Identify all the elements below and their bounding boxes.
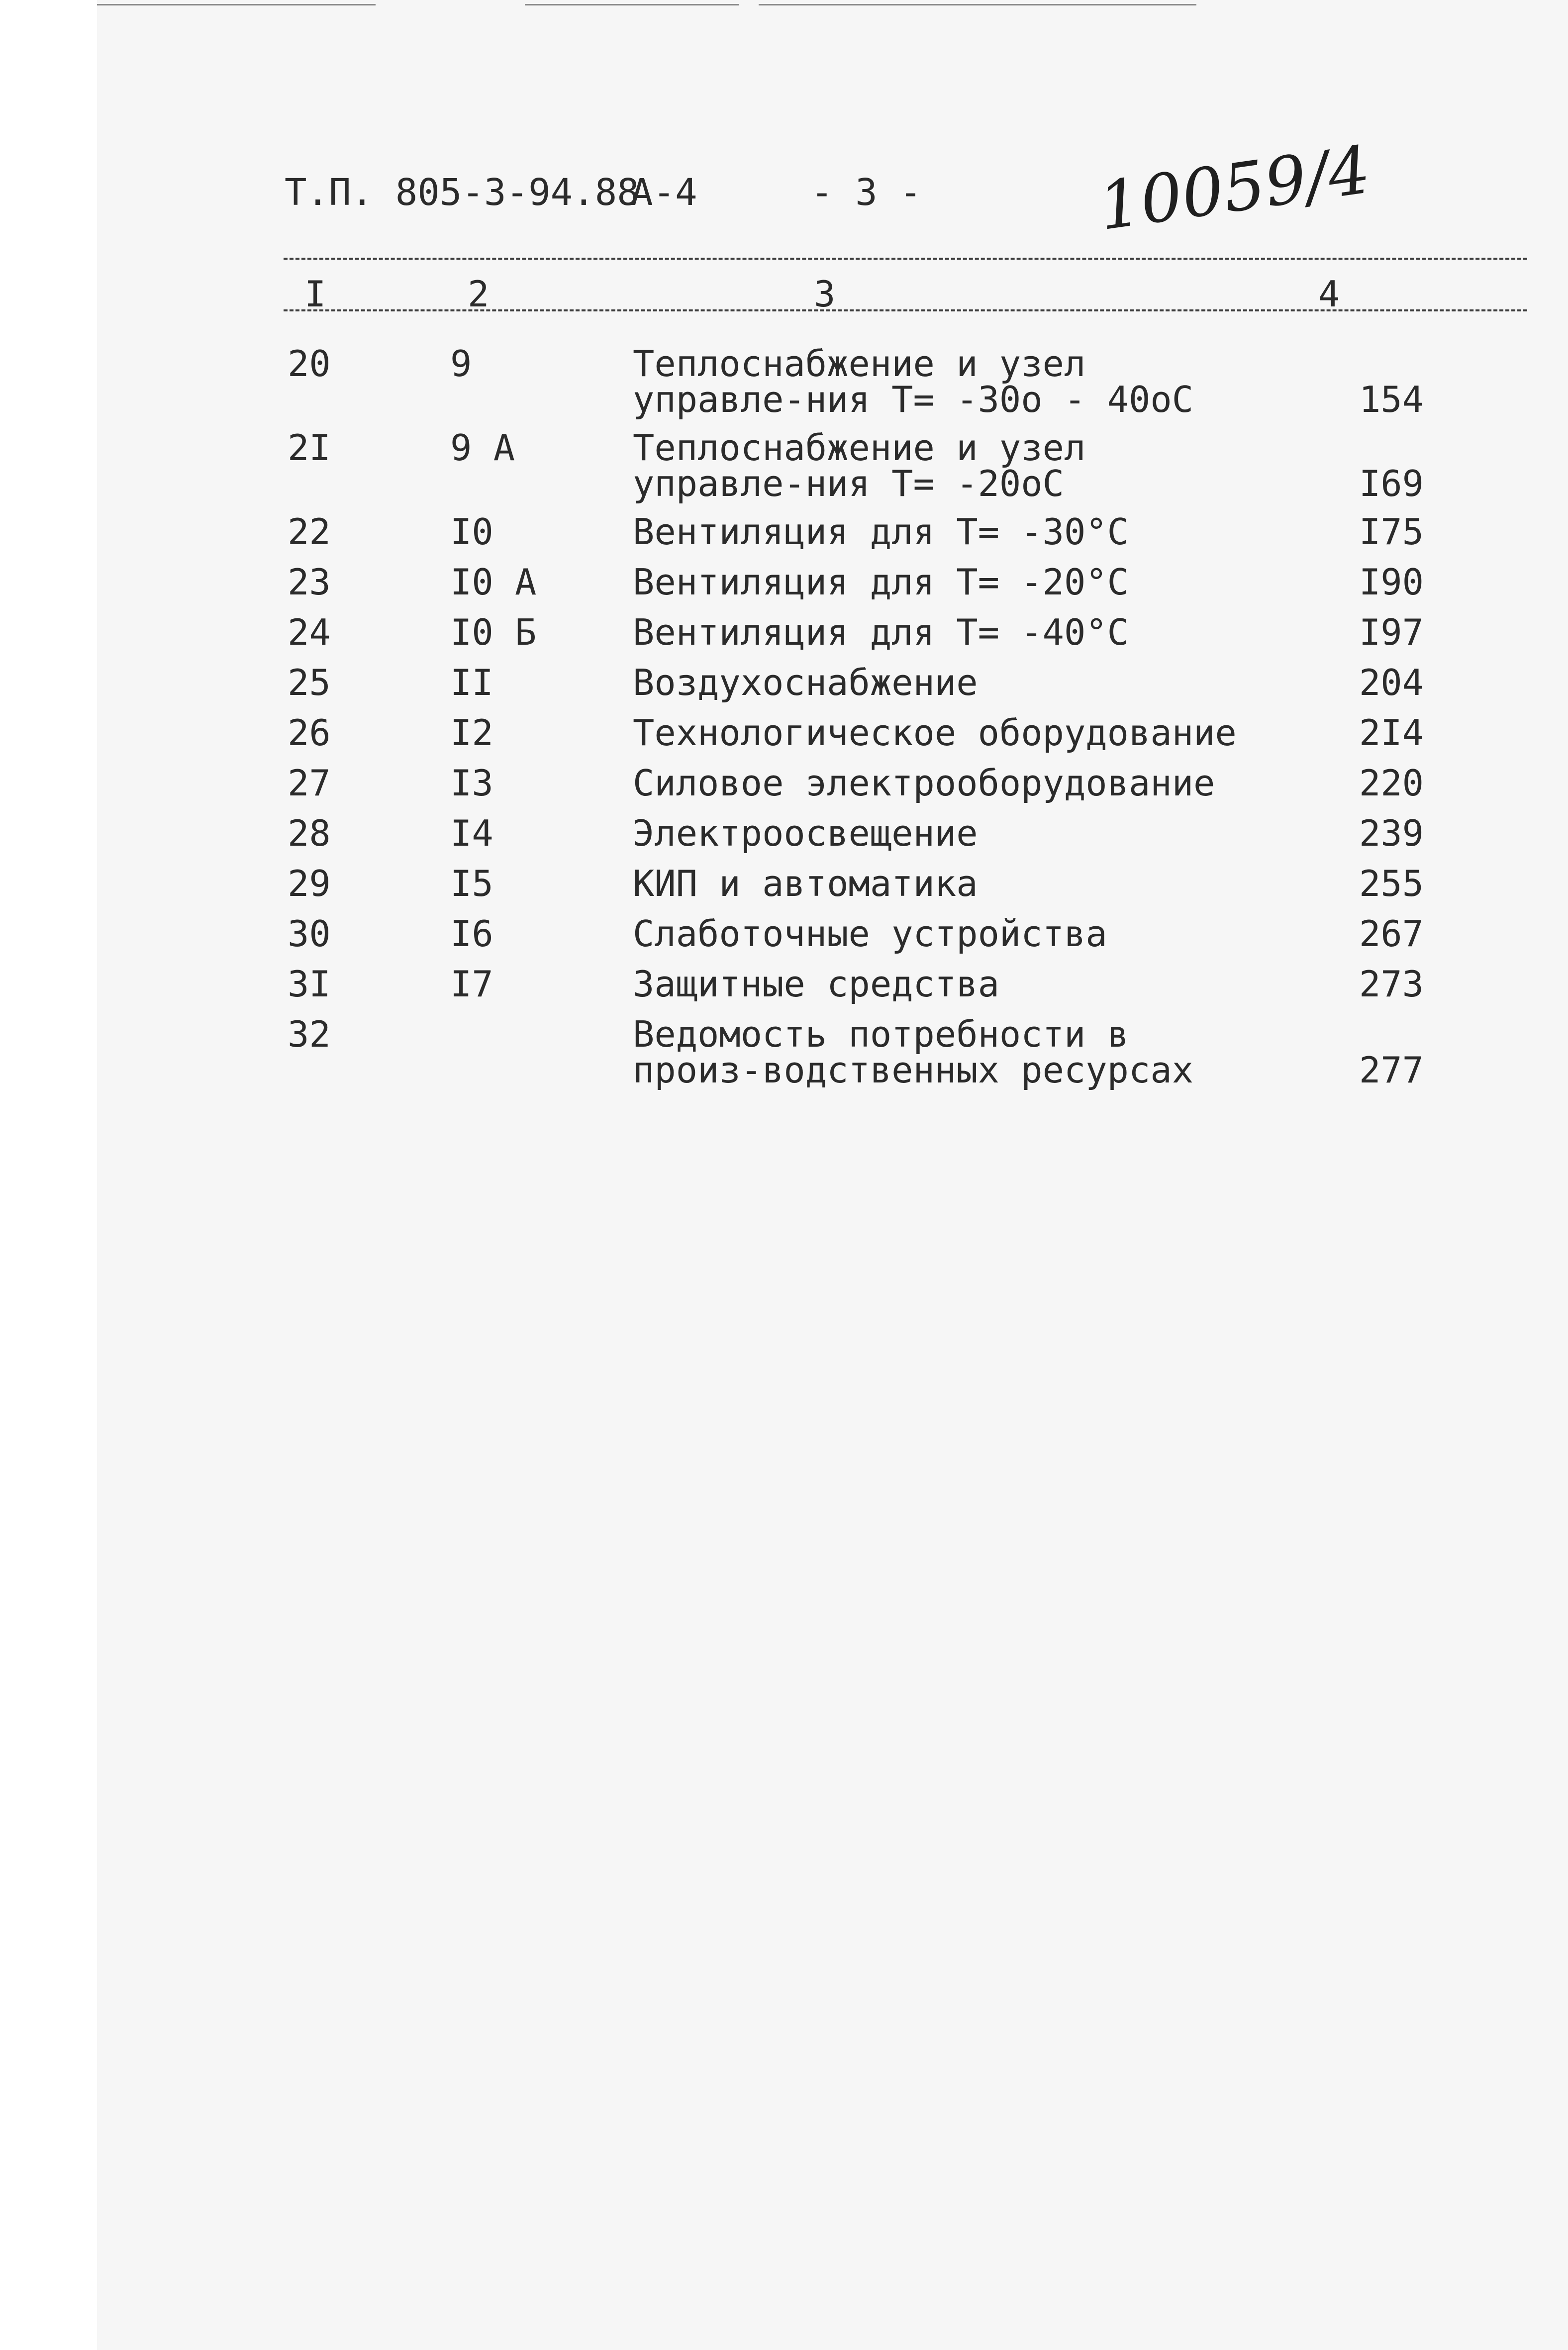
page-ref: 255 (1359, 863, 1424, 904)
section-title: Вентиляция для Т= -30°С (633, 511, 1129, 553)
row-number: 24 (288, 611, 331, 653)
page-ref: 204 (1359, 662, 1424, 703)
section-title: Защитные средства (633, 963, 999, 1005)
page-ref: I90 (1359, 561, 1424, 603)
page-ref: 277 (1359, 1049, 1424, 1091)
page-ref: 273 (1359, 963, 1424, 1005)
section-title: Вентиляция для Т= -40°С (633, 611, 1129, 653)
page-ref: I97 (1359, 611, 1424, 653)
section-number: 9 А (450, 427, 515, 469)
page-ref: I75 (1359, 511, 1424, 553)
album-label: А-4 (631, 171, 697, 214)
handwritten-inventory-number: 10059/4 (1094, 131, 1375, 246)
section-number: I6 (450, 913, 493, 955)
section-number: I4 (450, 812, 493, 854)
section-title: Воздухоснабжение (633, 662, 978, 703)
row-number: 32 (288, 1013, 331, 1055)
section-title: Электроосвещение (633, 812, 978, 854)
page-ref: 2I4 (1359, 712, 1424, 754)
column-number-3: 3 (814, 273, 836, 315)
section-title: Ведомость потребности в произ-водственных ресурсах (633, 1013, 1194, 1091)
row-number: 25 (288, 662, 331, 703)
scan-edge-line (759, 4, 1196, 5)
page-ref: 267 (1359, 913, 1424, 955)
section-title: Теплоснабжение и узел управле-ния Т= -30о - 40оС (633, 343, 1194, 420)
row-number: 22 (288, 511, 331, 553)
row-number: 29 (288, 863, 331, 904)
page-ref: 220 (1359, 762, 1424, 804)
row-number: 28 (288, 812, 331, 854)
page-ref: I69 (1359, 463, 1424, 504)
section-number: I0 Б (450, 611, 537, 653)
document-code: Т.П. 805-3-94.88 (285, 171, 639, 214)
section-title: Технологическое оборудование (633, 712, 1237, 754)
scan-edge-line (97, 4, 376, 5)
section-title: Слаботочные устройства (633, 913, 1107, 955)
section-number: I0 А (450, 561, 537, 603)
column-number-2: 2 (468, 273, 490, 315)
column-number-divider (284, 309, 1527, 311)
section-title: Теплоснабжение и узел управле-ния Т= -20оС (633, 427, 1086, 504)
section-number: I2 (450, 712, 493, 754)
page-ref: 239 (1359, 812, 1424, 854)
row-number: 30 (288, 913, 331, 955)
section-title: КИП и автоматика (633, 863, 978, 904)
section-number: I5 (450, 863, 493, 904)
page-ref: 154 (1359, 379, 1424, 420)
row-number: 3I (288, 963, 331, 1005)
section-title: Вентиляция для Т= -20°С (633, 561, 1129, 603)
section-number: 9 (450, 343, 472, 385)
page-number: - 3 - (811, 171, 922, 214)
scan-edge-line (525, 4, 739, 5)
column-number-4: 4 (1318, 273, 1340, 315)
row-number: 20 (288, 343, 331, 385)
section-number: I7 (450, 963, 493, 1005)
row-number: 27 (288, 762, 331, 804)
section-number: II (450, 662, 493, 703)
row-number: 26 (288, 712, 331, 754)
section-number: I3 (450, 762, 493, 804)
section-number: I0 (450, 511, 493, 553)
section-title: Силовое электрооборудование (633, 762, 1215, 804)
header-divider (284, 258, 1527, 260)
column-number-1: I (304, 273, 326, 315)
row-number: 23 (288, 561, 331, 603)
row-number: 2I (288, 427, 331, 469)
